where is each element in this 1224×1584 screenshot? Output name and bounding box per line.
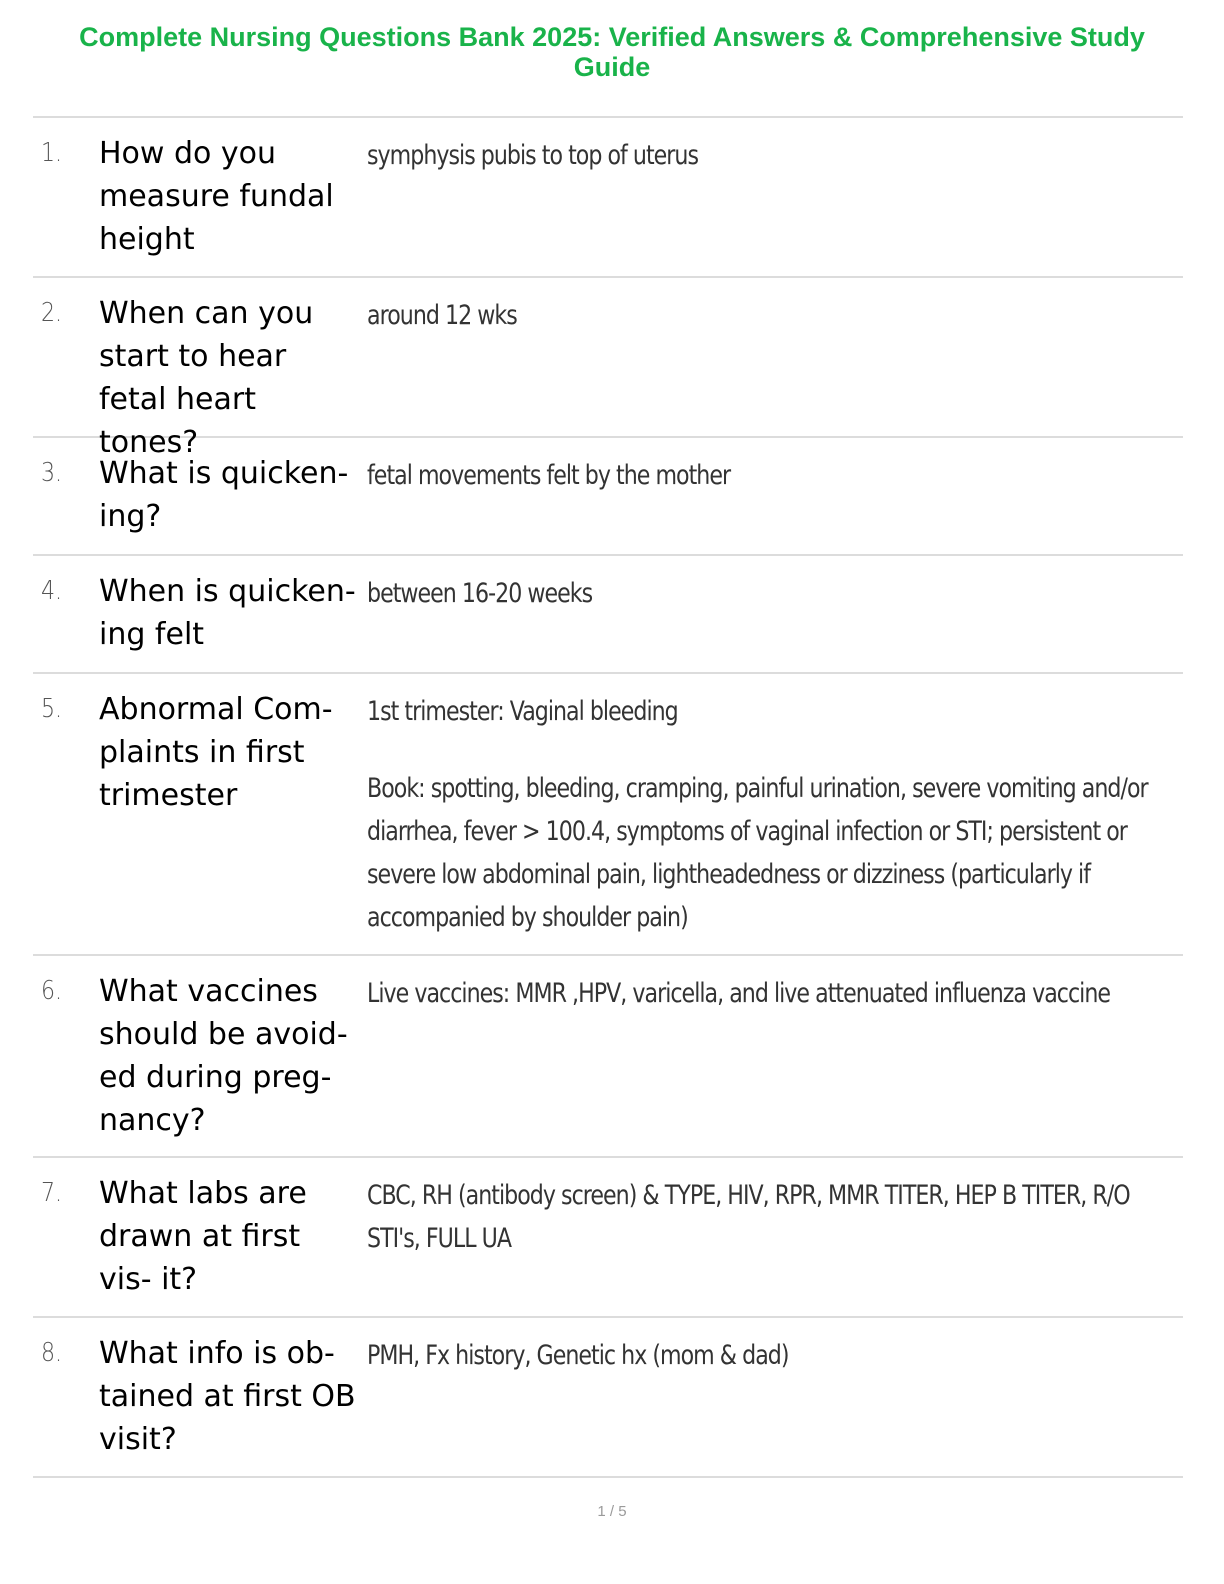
- answer-text: [367, 134, 1167, 177]
- answer-paragraph: around 12 wks: [367, 300, 517, 331]
- answer-paragraph: 1st trimester: Vaginal bleeding: [367, 696, 678, 727]
- answer-paragraph: PMH, Fx history, Genetic hx (mom & dad): [367, 1340, 789, 1371]
- question-text: What labs are drawn at first vis- it?: [99, 1176, 307, 1297]
- answer-paragraph: symphysis pubis to top of uterus: [367, 140, 698, 171]
- question-row: [33, 674, 1183, 956]
- question-text: What info is ob- tained at first OB visit?: [99, 1336, 356, 1457]
- question-row: [33, 1158, 1183, 1318]
- question-row: [33, 1318, 1183, 1478]
- answer-paragraph: Book: spotting, bleeding, cramping, painful urination, severe vomiting and/or diarrhea, fever > 100.4, symptoms of vaginal infection or STI; persistent or severe low abdominal pain, lightheadedness or dizziness (particularly if accompanied by shoulder pain): [367, 773, 1148, 933]
- answer-text: [367, 972, 1167, 1015]
- answer-text: [367, 454, 1167, 497]
- question-number: 8.: [41, 1338, 63, 1368]
- question-list: [33, 116, 1183, 1478]
- document-title: Complete Nursing Questions Bank 2025: Verified Answers & Comprehensive Study Guide: [79, 22, 1145, 82]
- question-number: 3.: [41, 458, 63, 488]
- question-number: 6.: [41, 976, 63, 1006]
- answer-text: [367, 1174, 1167, 1260]
- question-row: [33, 556, 1183, 674]
- answer-text: [367, 690, 1167, 939]
- question-row: [33, 278, 1183, 460]
- question-number: 1.: [41, 138, 63, 168]
- answer-paragraph: fetal movements felt by the mother: [367, 460, 731, 491]
- page-number: 1 / 5: [597, 1503, 627, 1520]
- question-text: Abnormal Com- plaints in first trimester: [99, 692, 333, 813]
- question-row: [33, 956, 1183, 1158]
- question-number: 2.: [41, 298, 63, 328]
- question-number: 7.: [41, 1178, 63, 1208]
- question-text: What is quicken- ing?: [99, 456, 349, 534]
- question-text: When is quicken- ing felt: [99, 574, 356, 652]
- question-text: What vaccines should be avoid- ed during preg- nancy?: [99, 974, 348, 1138]
- answer-text: [367, 294, 1167, 337]
- answer-text: [367, 572, 1167, 615]
- question-text: How do you measure fundal height: [99, 136, 334, 257]
- answer-text: [367, 1334, 1167, 1377]
- question-row: [33, 438, 1183, 556]
- answer-paragraph: Live vaccines: MMR ,HPV, varicella, and live attenuated influenza vaccine: [367, 978, 1111, 1009]
- question-text: When can you start to hear fetal heart tones?: [99, 296, 314, 460]
- question-row: [33, 118, 1183, 278]
- question-number: 5.: [41, 694, 63, 724]
- question-number: 4.: [41, 576, 63, 606]
- answer-paragraph: CBC, RH (antibody screen) & TYPE, HIV, RPR, MMR TITER, HEP B TITER, R/O STI's, FULL UA: [367, 1180, 1130, 1254]
- answer-paragraph: between 16-20 weeks: [367, 578, 593, 609]
